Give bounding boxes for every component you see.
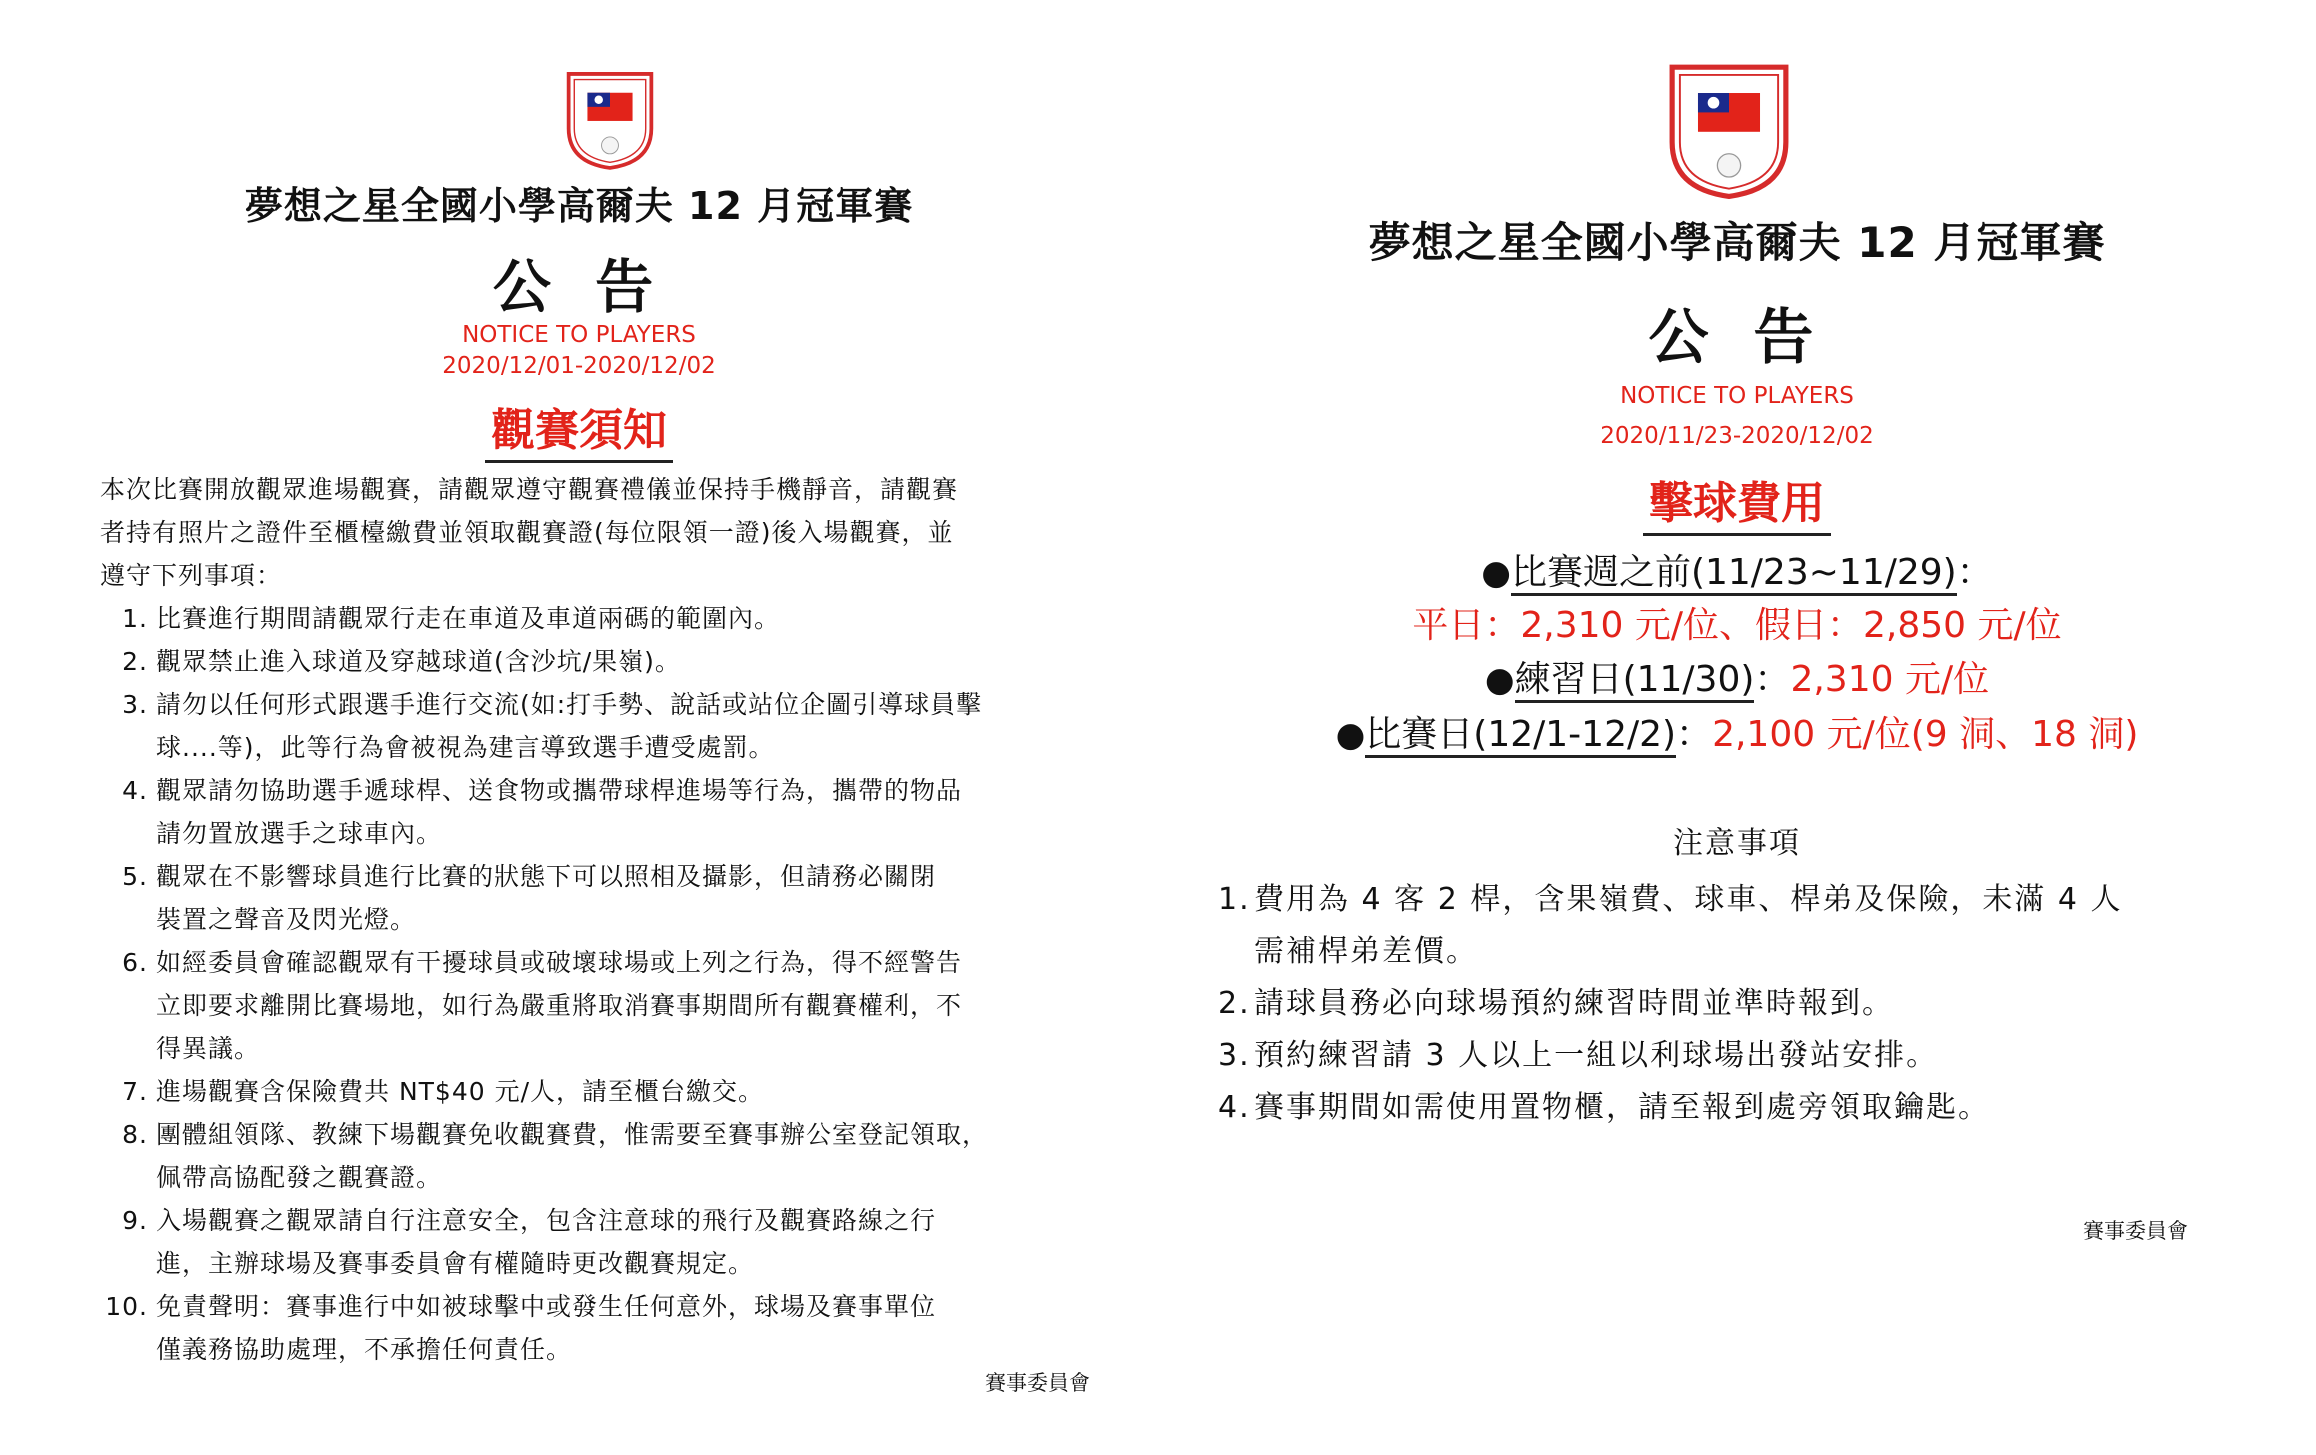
list-number: 10. (105, 1292, 148, 1321)
list-item: 3. 預約練習請 3 人以上一組以利球場出發站安排。 (1218, 1030, 2298, 1082)
list-item: 2. 觀眾禁止進入球道及穿越球道(含沙坑/果嶺)。 (104, 640, 1124, 683)
notes-list (1218, 874, 2298, 1134)
list-number: 9. (122, 1206, 148, 1235)
section-title-wrapper (1158, 467, 2316, 536)
fee-row-pre-week: ●比賽週之前(11/23~11/29)： (1158, 544, 2316, 595)
list-number: 3. (1218, 1038, 1251, 1073)
date-range: 2020/11/23-2020/12/02 (1600, 423, 1874, 449)
fee-price: 2,310 元/位 (1790, 659, 1990, 700)
fee-price-pre-week: 平日：2,310 元/位、假日：2,850 元/位 (1412, 605, 2062, 646)
list-number: 1. (1218, 882, 1251, 917)
fee-label: 比賽週之前(11/23~11/29) (1511, 552, 1957, 596)
list-item: 6. 如經委員會確認觀眾有干擾球員或破壞球場或上列之行為，得不經警告 立即要求離開比賽場地，如行為嚴重將取消賽事期間所有觀賽權利，不 得異議。 (104, 941, 1124, 1070)
fee-row-practice: ●練習日(11/30)：2,310 元/位 (1158, 651, 2316, 702)
section-title: 觀賽須知 (485, 394, 673, 463)
intro-line: 遵守下列事項： (100, 561, 283, 590)
notice-title: 公 告 (492, 253, 666, 321)
list-item: 4. 賽事期間如需使用置物櫃，請至報到處旁領取鑰匙。 (1218, 1082, 2298, 1134)
intro-paragraph (100, 468, 1100, 597)
notice-en: NOTICE TO PLAYERS (1620, 383, 1854, 409)
list-number: 4. (122, 776, 148, 805)
notice-title: 公 告 (1648, 303, 1826, 373)
list-item: 8. 團體組領隊、教練下場觀賽免收觀賽費，惟需要至賽事辦公室登記領取， 佩帶高協配發之觀賽證。 (104, 1113, 1124, 1199)
notes-title: 注意事項 (1673, 826, 1801, 861)
notice-en: NOTICE TO PLAYERS (462, 322, 696, 348)
bullet-icon: ● (1335, 715, 1366, 755)
fee-label: 比賽日(12/1-12/2) (1365, 714, 1676, 758)
tournament-title: 夢想之星全國小學高爾夫 12 月冠軍賽 (244, 184, 914, 228)
tournament-title: 夢想之星全國小學高爾夫 12 月冠軍賽 (1368, 218, 2106, 267)
list-number: 7. (122, 1077, 148, 1106)
list-number: 1. (122, 604, 148, 633)
list-number: 6. (122, 948, 148, 977)
list-number: 4. (1218, 1090, 1251, 1125)
bullet-icon: ● (1481, 553, 1511, 593)
signature: 賽事委員會 (2083, 1219, 2188, 1243)
section-title-wrapper (0, 394, 1158, 463)
list-item: 1. 費用為 4 客 2 桿，含果嶺費、球車、桿弟及保險，未滿 4 人 需補桿弟差價。 (1218, 874, 2298, 978)
list-item: 5. 觀眾在不影響球員進行比賽的狀態下可以照相及攝影，但請務必關閉 裝置之聲音及閃光燈。 (104, 855, 1124, 941)
fee-price: 2,100 元/位(9 洞、18 洞) (1712, 714, 2139, 755)
list-number: 5. (122, 862, 148, 891)
right-notice-page (1158, 0, 2316, 1455)
intro-line: 本次比賽開放觀眾進場觀賽，請觀眾遵守觀賽禮儀並保持手機靜音，請觀賽 (100, 475, 959, 504)
list-item: 3. 請勿以任何形式跟選手進行交流(如:打手勢、說話或站位企圖引導球員擊 球....等)，此等行為會被視為建言導致選手遭受處罰。 (104, 683, 1124, 769)
list-item: 7. 進場觀賽含保險費共 NT$40 元/人，請至櫃台繳交。 (104, 1070, 1124, 1113)
list-number: 3. (122, 690, 148, 719)
rules-list (104, 597, 1124, 1371)
garoc-logo-icon (563, 70, 657, 170)
fee-label: 練習日(11/30) (1515, 659, 1755, 703)
list-number: 2. (122, 647, 148, 676)
bullet-icon: ● (1484, 660, 1515, 700)
list-item: 9. 入場觀賽之觀眾請自行注意安全，包含注意球的飛行及觀賽路線之行 進，主辦球場及賽事委員會有權隨時更改觀賽規定。 (104, 1199, 1124, 1285)
list-item: 4. 觀眾請勿協助選手遞球桿、送食物或攜帶球桿進場等行為，攜帶的物品 請勿置放選手之球車內。 (104, 769, 1124, 855)
section-title: 擊球費用 (1643, 467, 1831, 536)
list-item: 2. 請球員務必向球場預約練習時間並準時報到。 (1218, 978, 2298, 1030)
garoc-logo-icon (1664, 62, 1794, 199)
list-item: 1. 比賽進行期間請觀眾行走在車道及車道兩碼的範圍內。 (104, 597, 1124, 640)
date-range: 2020/12/01-2020/12/02 (442, 353, 716, 379)
signature: 賽事委員會 (985, 1371, 1090, 1395)
list-number: 2. (1218, 986, 1251, 1021)
list-number: 8. (122, 1120, 148, 1149)
fee-row-match: ●比賽日(12/1-12/2)：2,100 元/位(9 洞、18 洞) (1158, 706, 2316, 757)
list-item: 10. 免責聲明：賽事進行中如被球擊中或發生任何意外，球場及賽事單位 僅義務協助處理，不承擔任何責任。 (104, 1285, 1124, 1371)
intro-line: 者持有照片之證件至櫃檯繳費並領取觀賽證(每位限領一證)後入場觀賽，並 (100, 518, 954, 547)
